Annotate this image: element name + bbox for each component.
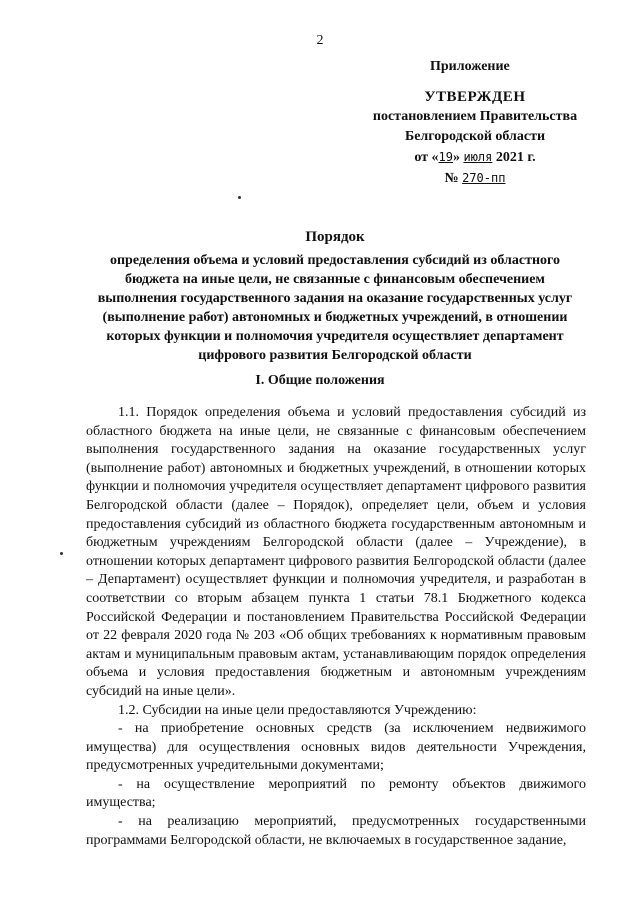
- date-mid: »: [452, 150, 460, 165]
- list-item: - на приобретение основных средств (за исключением недвижимого имущества) для осуществления основных видов деятельности Учреждения, предусмотренных учредительными документами;: [86, 721, 586, 774]
- document-title-line: (выполнение работ) автономных и бюджетных учреждений, в отношении: [102, 310, 568, 325]
- number-value: 270-пп: [462, 171, 506, 185]
- section-heading: I. Общие положения: [255, 373, 385, 388]
- paragraph: 1.2. Субсидии на иные цели предоставляются Учреждению:: [118, 702, 477, 718]
- document-title-line: определения объема и условий предоставления субсидий из областного: [109, 253, 561, 268]
- approval-title: УТВЕРЖДЕН: [424, 89, 526, 105]
- page-number: 2: [316, 33, 324, 48]
- approval-date: [360, 147, 590, 168]
- document-title-line: бюджета на иные цели, не связанные с финансовым обеспечением: [125, 272, 545, 287]
- appendix-label: Приложение: [430, 59, 510, 74]
- document-title-heading: Порядок: [305, 229, 365, 245]
- list-item: - на реализацию мероприятий, предусмотренных государственными программами Белгородской области, не включаемых в государственное задание,: [86, 814, 586, 848]
- document-title-line: выполнения государственного задания на оказание государственных услуг: [97, 291, 573, 306]
- scan-speck: [238, 196, 241, 199]
- date-day: 19: [438, 150, 453, 164]
- date-prefix: от «: [414, 150, 439, 165]
- document-title-line: которых функции и полномочия учредителя осуществляет департамент: [106, 329, 564, 344]
- approval-line-2: Белгородской области: [404, 129, 546, 144]
- approval-block: [360, 87, 590, 189]
- approval-line-1: постановлением Правительства: [372, 109, 578, 124]
- document-title: [60, 228, 610, 365]
- paragraph: 1.1. Порядок определения объема и условий предоставления субсидий из областного бюджета на иные цели, не связанные с финансовым обеспечением выполнения государственного задания на оказание государственных услуг (выполнение работ) автономных и бюджетных учреждений, в отношении которых функции и полномочия учредителя осуществляет департамент цифрового развития Белгородской области (далее – Порядок), определяет цели, объем и условия предоставления субсидий из областного бюджета государственным автономным и бюджетным учреждениям Белгородской области (далее – Учреждение), в отношении которых департамент цифрового развития Белгородской области (далее – Департамент) осуществляет функции и полномочия учредителя, и разработан в соответствии со вторым абзацем пункта 1 статьи 78.1 Бюджетного кодекса Российской Федерации и постановлением Правительства Российской Федерации от 22 февраля 2020 года № 203 «Об общих требованиях к нормативным правовым актам и муниципальным правовым актам, устанавливающим порядок определения объема и условия предоставления бюджетным и автономным учреждениям субсидий на иные цели».: [86, 405, 586, 699]
- approval-number: [360, 168, 590, 189]
- list-item: - на осуществление мероприятий по ремонту объектов движимого имущества;: [86, 776, 586, 811]
- body-text: [86, 404, 586, 850]
- date-year: 2021 г.: [495, 150, 536, 165]
- date-month: июля: [463, 150, 493, 164]
- document-title-line: цифрового развития Белгородской области: [198, 348, 472, 363]
- scan-speck: [60, 552, 63, 555]
- number-prefix: №: [444, 171, 459, 186]
